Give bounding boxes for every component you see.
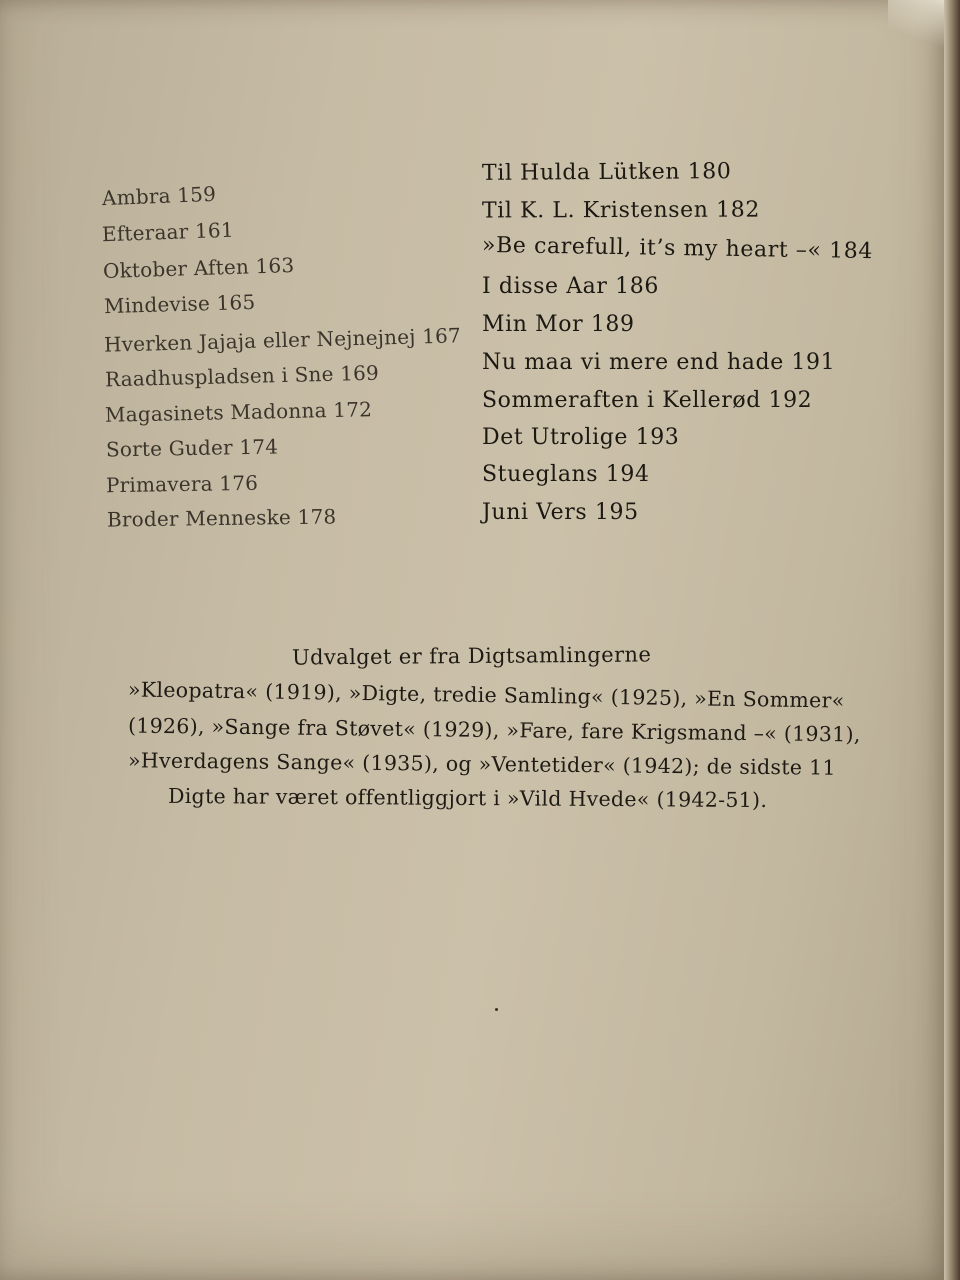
toc-entry: Efteraar 161	[101, 217, 235, 247]
toc-entry: »Be carefull, it’s my heart –« 184	[481, 232, 874, 265]
toc-entry: Hverken Jajaja eller Nejnejnej 167	[103, 323, 462, 357]
toc-entry: Primavera 176	[105, 470, 259, 498]
toc-entry: Min Mor 189	[482, 312, 635, 337]
selection-note-line: Digte har været offentliggjort i »Vild Hvede« (1942-51).	[167, 783, 768, 813]
selection-note-heading: Udvalget er fra Digtsamlingerne	[291, 642, 652, 670]
toc-entry: Sorte Guder 174	[105, 434, 279, 462]
toc-entry: I disse Aar 186	[482, 274, 659, 299]
toc-entry: Til K. L. Kristensen 182	[481, 197, 760, 224]
selection-note-line: (1926), »Sange fra Støvet« (1929), »Fare, fare Krigsmand –« (1931),	[127, 713, 861, 747]
selection-note-line: »Kleopatra« (1919), »Digte, tredie Samling« (1925), »En Sommer«	[127, 677, 845, 713]
paper-speck	[495, 1008, 498, 1011]
page-edge-shadow	[944, 0, 960, 1280]
toc-entry: Til Hulda Lütken 180	[481, 159, 732, 186]
toc-entry: Raadhuspladsen i Sne 169	[104, 360, 380, 392]
selection-note-line: »Hverdagens Sange« (1935), og »Ventetider« (1942); de sidste 11	[127, 748, 836, 780]
page-corner-shadow	[888, 0, 948, 50]
toc-entry: Juni Vers 195	[482, 500, 639, 525]
toc-entry: Mindevise 165	[103, 289, 256, 319]
toc-entry: Stueglans 194	[482, 462, 650, 487]
toc-entry: Sommeraften i Kellerød 192	[482, 388, 813, 413]
toc-entry: Nu maa vi mere end hade 191	[482, 350, 836, 375]
toc-entry: Ambra 159	[101, 181, 217, 211]
toc-entry: Broder Menneske 178	[106, 504, 337, 532]
toc-entry: Magasinets Madonna 172	[104, 397, 373, 427]
toc-entry: Oktober Aften 163	[102, 253, 295, 283]
toc-entry: Det Utrolige 193	[482, 425, 680, 450]
